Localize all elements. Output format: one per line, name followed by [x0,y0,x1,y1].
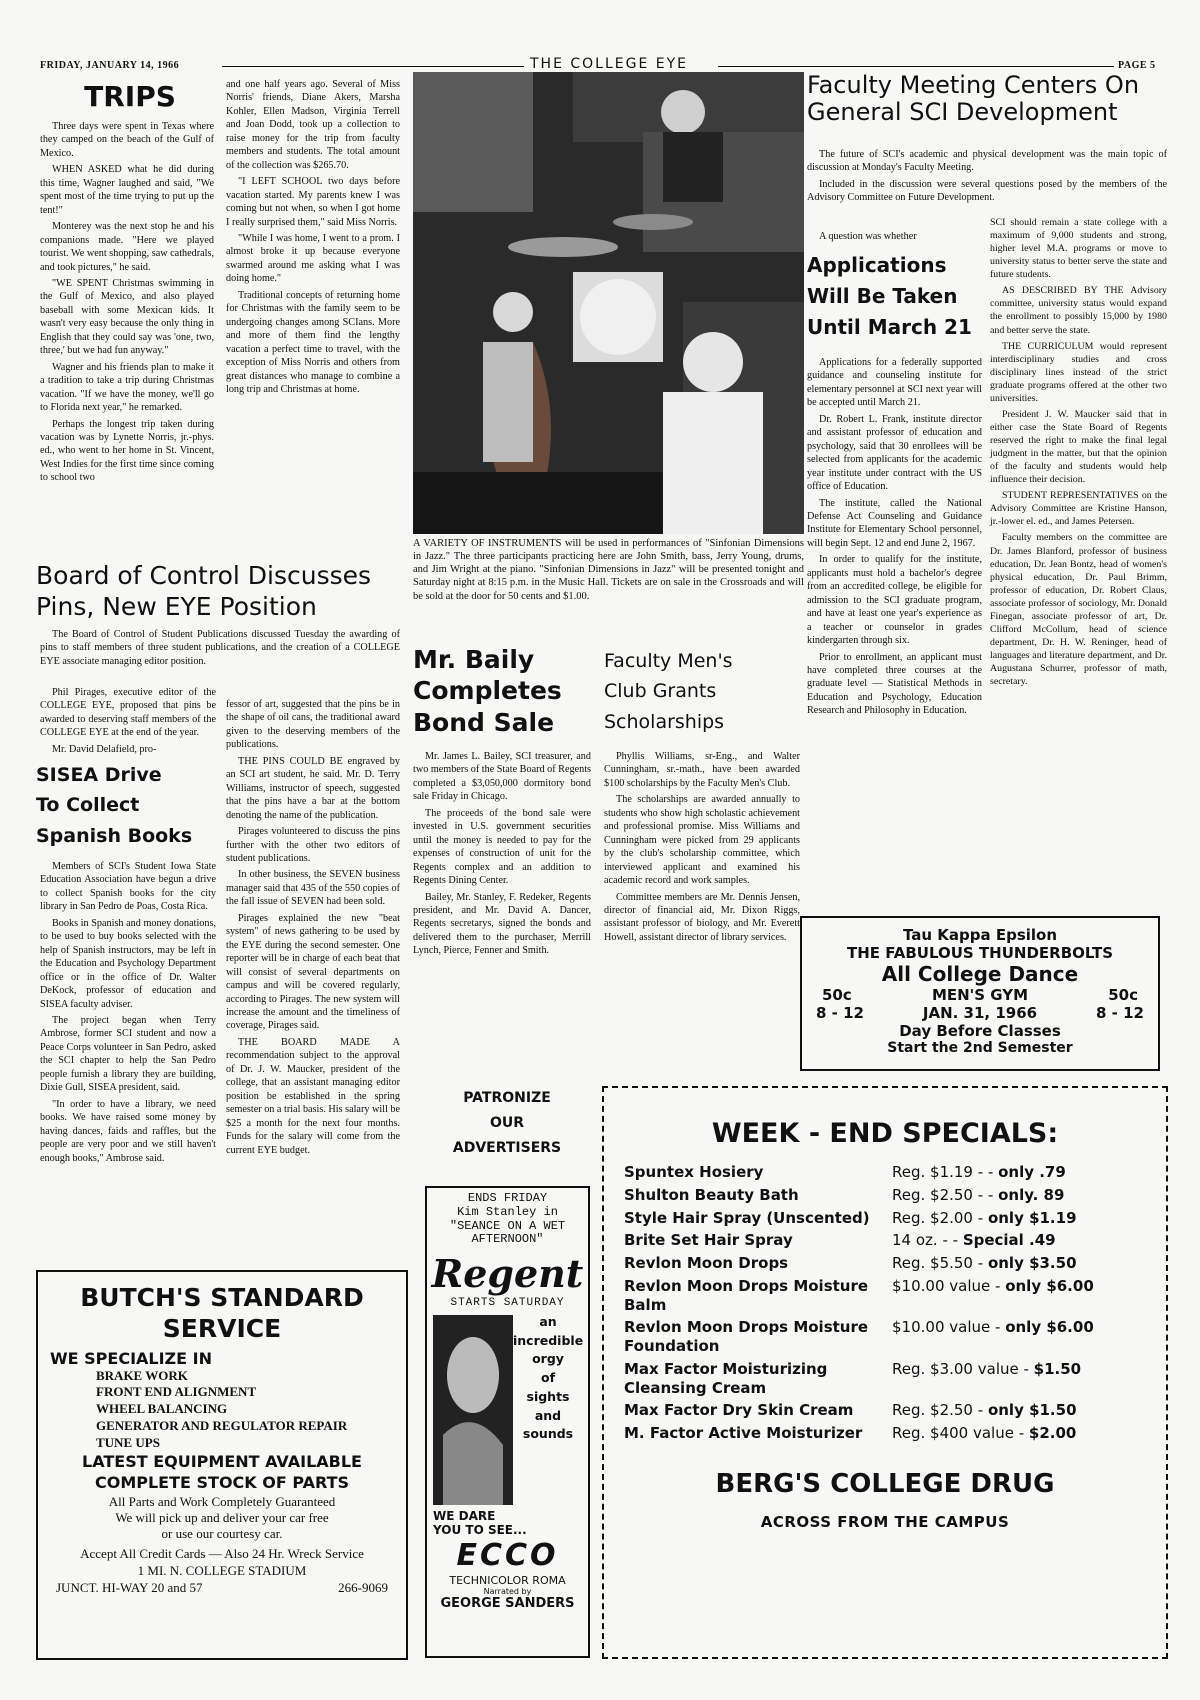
paragraph: "WE SPENT Christmas swimming in the Gulf of Mexico, and also played baseball with some Mexican kids. It wasn't very easy because the only thing in English that they could say was 'one, two, three,' but we had fun anyway." [40,277,214,357]
butch-title [50,1282,394,1345]
tke-row-venue [802,986,1158,1004]
regular-price: Reg. $3.00 value - [892,1359,1034,1378]
special-item-price [892,1401,1146,1420]
tke-line6: Day Before Classes [899,1022,1061,1040]
bergs-title: WEEK - END SPECIALS: [711,1118,1059,1149]
board-lead-col1 [40,686,216,759]
tke-row-date [802,1004,1158,1022]
bergs-store: BERG'S COLLEGE DRUG [715,1468,1055,1499]
regular-price: Reg. $400 value - [892,1424,1029,1442]
tke-line2: THE FABULOUS THUNDERBOLTS [846,944,1114,962]
special-item-price [892,1209,1146,1228]
tke-time-left: 8 - 12 [816,1004,864,1022]
paragraph: THE CURRICULUM would represent interdisciplinary studies and cross disciplinary lines instead of the strict graduate programs offered at the other two universities. [990,340,1167,404]
headline-line: Completes [413,676,562,706]
paragraph: "While I was home, I went to a prom. I almost broke it up because everyone swarmed around me asking what I was doing home." [226,232,400,285]
butch-credit: Accept All Credit Cards — Also 24 Hr. Wreck Service [80,1546,364,1562]
tke-venue: MEN'S GYM [931,986,1029,1004]
paragraph: Three days were spent in Texas where they camped on the beach of the Gulf of Mexico. [40,121,214,159]
masthead: THE COLLEGE EYE [530,56,689,72]
paragraph: Traditional concepts of returning home for Christmas with the family seem to be undergoing changes among SCIans. More and more of them find the lengthy vacation a perfect time to travel, with the exception of Miss Norris and others from great distances who manage to combine a long trip and Christmas at home. [226,289,400,395]
regular-price: Reg. $2.00 - [892,1208,988,1227]
regular-price: Reg. $2.50 - - [892,1185,999,1204]
faculty-meeting-col2 [990,216,1167,906]
we-dare-line: WE DARE [433,1508,496,1523]
guarantee-line: All Parts and Work Completely Guaranteed [108,1493,336,1509]
tke-price-right: 50c [1108,986,1138,1004]
special-item [624,1360,1146,1398]
tke-date: JAN. 31, 1966 [922,1004,1038,1022]
special-item-name: Revlon Moon Drops [624,1254,789,1272]
regent-top-block [427,1188,588,1247]
trips-headline: TRIPS [84,80,176,113]
page-number: PAGE 5 [1118,60,1156,71]
paragraph: The Board of Control of Student Publications discussed Tuesday the awarding of pins to staff members of three student publications, and the creation of a COLLEGE EYE associate managing editor position. [40,629,400,667]
headline-line: To Collect [36,794,140,817]
board-headline: Board of Control Discusses Pins, New EYE Position [36,561,372,622]
sale-price: $2.00 [1028,1424,1077,1442]
paragraph: Prior to enrollment, an applicant must have completed three courses at the graduate level — Statistical Methods in Education and Psychology, Education Research and Philosophy in Education. [807,651,982,717]
paragraph: Dr. Robert L. Frank, institute director and assistant professor of education and psychology, said that 30 enrollees will be selected from applicants for the academic year institute under contract with the US office of Education. [807,413,982,493]
faculty-meeting-lead [807,148,1167,208]
paragraph: Monterey was the next stop he and his companions made. "Here we played tourist. We went shopping, saw cathedrals, and took pictures," he said. [40,221,214,273]
regent-top-line: ENDS FRIDAY [467,1191,548,1205]
paragraph: THE BOARD MADE A recommendation subject to the approval of Dr. J. W. Maucker, president of the college, that an assistant managing editor position be established in the spring semester on a trial basis. His salary will be $25 a month for the next four months. Funds for the salary will come from the current EYE budget. [226,1036,400,1156]
tagline-line: and [534,1407,562,1423]
tagline-line: sounds [522,1426,574,1442]
paragraph: Wagner and his friends plan to make it a tradition to take a trip during Christmas vacation. "If we have the money, we'll go to Florida next year," he remarked. [40,361,214,414]
regular-price: $10.00 value - [892,1276,1006,1295]
headline-line: SISEA Drive [36,764,162,786]
special-item-price [892,1360,1146,1398]
latest-line: COMPLETE STOCK OF PARTS [94,1472,350,1492]
paragraph: Committee members are Mr. Dennis Jensen, director of financial aid, Mr. Dixon Riggs, assistant professor of biology, and Mr. Everett Howell, assistant director of library services. [604,891,800,943]
service-item: GENERATOR AND REGULATOR REPAIR [96,1418,348,1434]
service-item: TUNE UPS [96,1435,160,1451]
paragraph: "I LEFT SCHOOL two days before vacation started. My parents knew I was coming but not when, so when I got home I really surprised them," said Miss Norris. [226,176,400,228]
butch-specialize: WE SPECIALIZE IN [50,1348,212,1368]
paragraph: Pirages volunteered to discuss the pins further with the other two editors of student publications. [226,826,400,864]
sale-price: only $6.00 [1005,1318,1094,1337]
tagline-line: sights [526,1388,570,1404]
regent-we-dare [427,1509,588,1538]
regular-price: Reg. $5.50 - [892,1254,988,1272]
butch-address: JUNCT. HI-WAY 20 and 57 [56,1580,203,1596]
special-item-name: Spuntex Hosiery [624,1163,764,1181]
special-item-name: M. Factor Active Moisturizer [624,1424,863,1442]
regent-technicolor: TECHNICOLOR ROMA [449,1573,566,1587]
regent-film-title: ECCO [456,1537,559,1573]
headline-line: Faculty Men's [604,650,733,672]
paragraph: STUDENT REPRESENTATIVES on the Advisory Committee are Kristine Hanson, jr.-lower el. ed., and James Petersen. [990,490,1167,528]
baily-body [413,750,591,957]
guarantee-line: or use our courtesy car. [161,1526,283,1542]
tke-time-right: 8 - 12 [1096,1004,1144,1022]
regent-starts: STARTS SATURDAY [450,1296,565,1309]
butch-guarantee [50,1494,394,1543]
regent-film-panel [427,1313,588,1509]
butch-latest [50,1452,394,1494]
sale-price: only $3.50 [987,1254,1077,1272]
specials-list [624,1163,1146,1443]
guarantee-line: We will pick up and deliver your car free [115,1509,329,1525]
paragraph: Phil Pirages, executive editor of the COLLEGE EYE, proposed that pins be awarded to deserving staff members of the COLLEGE EYE at the end of the year. [40,687,216,739]
sale-price: only $1.50 [987,1401,1077,1420]
regent-theatre-ad [425,1186,590,1658]
paragraph: SCI should remain a state college with a maximum of 9,000 students and strong, higher level M.A. programs or move to university status to better serve the state and future students. [990,217,1167,281]
faculty-meeting-headline: Faculty Meeting Centers On General SCI Development [807,71,1140,126]
film-still-illustration [433,1315,513,1505]
paragraph: The future of SCI's academic and physical development was the main topic of discussion at Monday's Faculty Meeting. [807,149,1167,174]
paragraph: THE PINS COULD BE engraved by an SCI art student, he said. Mr. D. Terry Williams, instructor of speech, suggested that the pins have a bar at the bottom denoting the name of the publication. [226,755,400,821]
special-item [624,1209,1146,1228]
service-item: WHEEL BALANCING [96,1401,228,1417]
paragraph: Bailey, Mr. Stanley, F. Redeker, Regents president, and Mr. David A. Dancer, Regents secretarys, signed the bonds and delivered them to the purchaser, Merrill Lynch, Pierce, Fenner and Smith. [413,891,591,957]
paragraph: "In order to have a library, we need books. We have raised some money by having dances, faids and raffles, but the people are very poor and we still haven't enough books," Ambrose said. [40,1098,216,1164]
bergs-drug-ad [602,1086,1168,1659]
special-item [624,1231,1146,1250]
paragraph: The project began when Terry Ambrose, former SCI student and now a Peace Corps volunteer in San Pedro, asked the SCI chapter to help the San Pedro people furnish a library they are building, Dixie Gull, SISEA president, said. [40,1014,216,1094]
headline-line: Mr. Baily [413,645,535,674]
special-item [624,1277,1146,1315]
headline-line: Until March 21 [807,315,972,339]
patronize-line: OUR [489,1115,525,1132]
bergs-location: ACROSS FROM THE CAMPUS [760,1512,1010,1531]
sale-price: only $6.00 [1005,1276,1094,1295]
butch-title-line: BUTCH'S STANDARD [80,1283,364,1312]
regent-narrated: Narrated by [483,1586,532,1596]
paragraph: Mr. David Delafield, pro- [52,743,157,755]
special-item-price [892,1424,1146,1443]
special-item [624,1186,1146,1205]
regular-price: Reg. $2.50 - [892,1401,988,1420]
special-item-name: Max Factor Dry Skin Cream [624,1401,854,1420]
special-item-name: Max Factor Moisturizing Cleansing Cream [624,1359,828,1397]
butch-location: 1 MI. N. COLLEGE STADIUM [137,1563,307,1579]
latest-line: LATEST EQUIPMENT AVAILABLE [82,1451,362,1471]
regent-logo: Regent [431,1251,584,1297]
sale-price: only .79 [998,1163,1066,1181]
paragraph: A question was whether [819,231,917,242]
headline-line: Spanish Books [36,824,193,847]
special-item-price [892,1318,1146,1356]
trips-col1 [40,120,214,560]
special-item-name: Revlon Moon Drops Moisture Balm [624,1276,869,1314]
service-item: BRAKE WORK [96,1367,188,1383]
tke-dance-ad [800,916,1160,1071]
special-item-price [892,1231,1146,1250]
header-rule-right [718,66,1114,67]
paragraph: and one half years ago. Several of Miss Norris' friends, Diane Akers, Marsha Kohler, Ellen Madson, Virginia Terrell and Joan Dodd, took up a collection to raise money for the trip from faculty members and students. The total amount of the collection was $265.70. [226,79,400,171]
paragraph: Applications for a federally supported guidance and counseling institute for elementary personnel at SCI next year will be accepted until March 21. [807,357,982,409]
special-item [624,1254,1146,1273]
photo-caption: A VARIETY OF INSTRUMENTS will be used in performances of "Sinfonian Dimensions in Jazz." The three participants practicing here are John Smith, bass, Jerry Young, drums, and Jim Wright at the piano. "Sinfonian Dimensions in Jazz" will be presented tonight and Saturday night at 8:15 p.m. in the Music Hall. Tickets are on sale in the Crossroads and will be sold at the door for 50 cents and $1.00. [413,538,804,602]
tagline-line: orgy [532,1351,564,1367]
applications-body [807,356,982,916]
special-item-price [892,1277,1146,1315]
special-item-name: Shulton Beauty Bath [624,1185,799,1204]
special-item-price [892,1254,1146,1273]
paragraph: In order to qualify for the institute, applicants must hold a bachelor's degree from an accredited college, be eligible for admission to the SCI graduate program, and have at least one year's experience as a teacher or counselor in grades kindergarten through six. [807,554,982,647]
butch-phone: 266-9069 [338,1580,388,1596]
issue-date: FRIDAY, JANUARY 14, 1966 [40,60,180,71]
special-item [624,1318,1146,1356]
headline-line: Bond Sale [413,707,555,737]
jazz-photo [413,72,804,534]
tke-line1: Tau Kappa Epsilon [902,926,1058,944]
sale-price: only. 89 [998,1185,1065,1204]
sale-price: only $1.19 [987,1208,1077,1227]
sale-price: $1.50 [1033,1359,1082,1378]
headline-line: Scholarships [604,710,725,733]
butch-address-row [50,1580,394,1597]
applications-headline [807,250,987,343]
mens-club-body [604,750,800,950]
tagline-line: an [539,1313,557,1329]
tagline-line: of [540,1370,556,1386]
service-item: FRONT END ALIGNMENT [96,1384,257,1400]
regent-narrator: GEORGE SANDERS [440,1595,575,1611]
patronize-ad [432,1086,582,1162]
paragraph: AS DESCRIBED BY THE Advisory committee, university status would expand the enrollment to possibly 15,000 by 1980 and better serve the state. [990,285,1167,336]
mens-club-headline [604,646,802,737]
header-rule-left [222,66,524,67]
special-item [624,1401,1146,1420]
baily-headline [413,644,593,738]
paragraph: Perhaps the longest trip taken during vacation was by Lynette Norris, jr.-phys. ed., who went to her home in St. Vincent, West Indies for the first time since coming to school two [40,418,214,484]
faculty-meeting-col1 [807,230,982,246]
butch-standard-ad [36,1270,408,1660]
special-item [624,1424,1146,1443]
special-item-name: Style Hair Spray (Unscented) [624,1208,870,1227]
paragraph: fessor of art, suggested that the pins be in the shape of oil cans, the traditional award given to the deserving members of the publications. [226,699,400,751]
paragraph: The institute, called the National Defense Act Counseling and Guidance Institute for Elementary School personnel, will begin Sept. 12 and end June 2, 1967. [807,497,982,549]
headline-line: Will Be Taken [807,284,958,308]
regular-price: $10.00 value - [892,1318,1006,1337]
butch-services [50,1368,394,1452]
butch-title-line: SERVICE [162,1314,282,1344]
tke-line7: Start the 2nd Semester [887,1040,1073,1056]
special-item-name: Brite Set Hair Spray [624,1231,793,1250]
patronize-line: PATRONIZE [463,1090,551,1106]
paragraph: President J. W. Maucker said that in either case the State Board of Regents reserved the right to make the final legal judgment in the matter, but that the opinion of the faculty and students would help influence their decision. [990,408,1167,486]
headline-line: Club Grants [604,680,717,703]
paragraph: Pirages explained the new "beat system" of news gathering to be used by the EYE during the second semester. One reporter will be in charge of each beat that will consist of several departments on campus and will be covered regularly, according to Pirages. The new system will increase the amount and the timeliness of coverage, Pirages said. [226,912,400,1032]
jazz-photo-illustration [413,72,804,534]
paragraph: In other business, the SEVEN business manager said that 435 of the 550 copies of the fall issue of SEVEN had been sold. [226,869,400,908]
special-item [624,1163,1146,1182]
regular-price: Reg. $1.19 - - [892,1163,999,1181]
paragraph: The proceeds of the bond sale were invested in U.S. government securities until the money is needed to pay for the expenses of construction of unit for the Regents complex and an addition to Regents Dining Center. [413,807,591,887]
board-col2 [226,698,400,1258]
we-dare-line: YOU TO SEE... [433,1523,527,1538]
regent-tagline [513,1313,583,1444]
sisea-body [40,860,216,1256]
board-lead-wide [40,628,400,671]
regular-price: 14 oz. - - [892,1231,963,1250]
paragraph: WHEN ASKED what he did during this time, Wagner laughed and said, "We spent most of the time trying to put up the tent!" [40,164,214,216]
tke-price-left: 50c [822,986,852,1004]
paragraph: Faculty members on the committee are Dr. James Blanford, professor of business education, Dr. Jean Bontz, head of women's physical education, Dr. Paul Brimm, professor of education, Dr. Robert Claus, associate professor of sociology, Mr. Donald Finegan, associate professor of art, Dr. Clifford McCollum, head of science department, Dr. H. W. Reninger, head of languages and literature department, and Dr. Augustana Schurrer, professor of math, secretary. [990,532,1167,688]
tagline-line: incredible [513,1332,584,1348]
trips-col2 [226,78,400,556]
sisea-headline [36,760,216,851]
paragraph: Included in the discussion were several questions posed by the members of the Advisory Committee on Future Development. [807,178,1167,204]
special-item-name: Revlon Moon Drops Moisture Foundation [624,1318,869,1355]
special-item-price [892,1186,1146,1205]
regent-top-line: "SEANCE ON A WET [449,1218,566,1233]
paragraph: Members of SCI's Student Iowa State Education Association have begun a drive to collect Spanish books for the city library in San Pedro de Poas, Costa Rica. [40,861,216,913]
regent-top-line: AFTERNOON" [471,1232,544,1247]
headline-line: Applications [807,253,947,277]
paragraph: Mr. James L. Bailey, SCI treasurer, and two members of the State Board of Regents completed a $3,050,000 dormitory bond sale Friday in Chicago. [413,751,591,803]
patronize-line: ADVERTISERS [452,1140,562,1157]
special-item-price [892,1163,1146,1182]
sale-price: Special .49 [962,1231,1056,1250]
paragraph: Books in Spanish and money donations, to be used to buy books selected with the help of Spanish instructors, may be left in the Education and Psychology Department office or in the office of Dr. Walter DeKock, professor of education and SISEA faculty adviser. [40,917,216,1010]
tke-line3: All College Dance [881,962,1079,986]
regent-top-line: Kim Stanley in [457,1204,558,1219]
paragraph: The scholarships are awarded annually to students who show high scholastic achievement and professional promise. Miss Williams and Cunningham were picked from 29 applicants by the club's scholarship committee, which interviewed applicant and examined his academic record and work samples. [604,794,800,887]
paragraph: Phyllis Williams, sr-Eng., and Walter Cunningham, sr.-math., have been awarded $100 scholarships by the Faculty Men's Club. [604,751,800,789]
